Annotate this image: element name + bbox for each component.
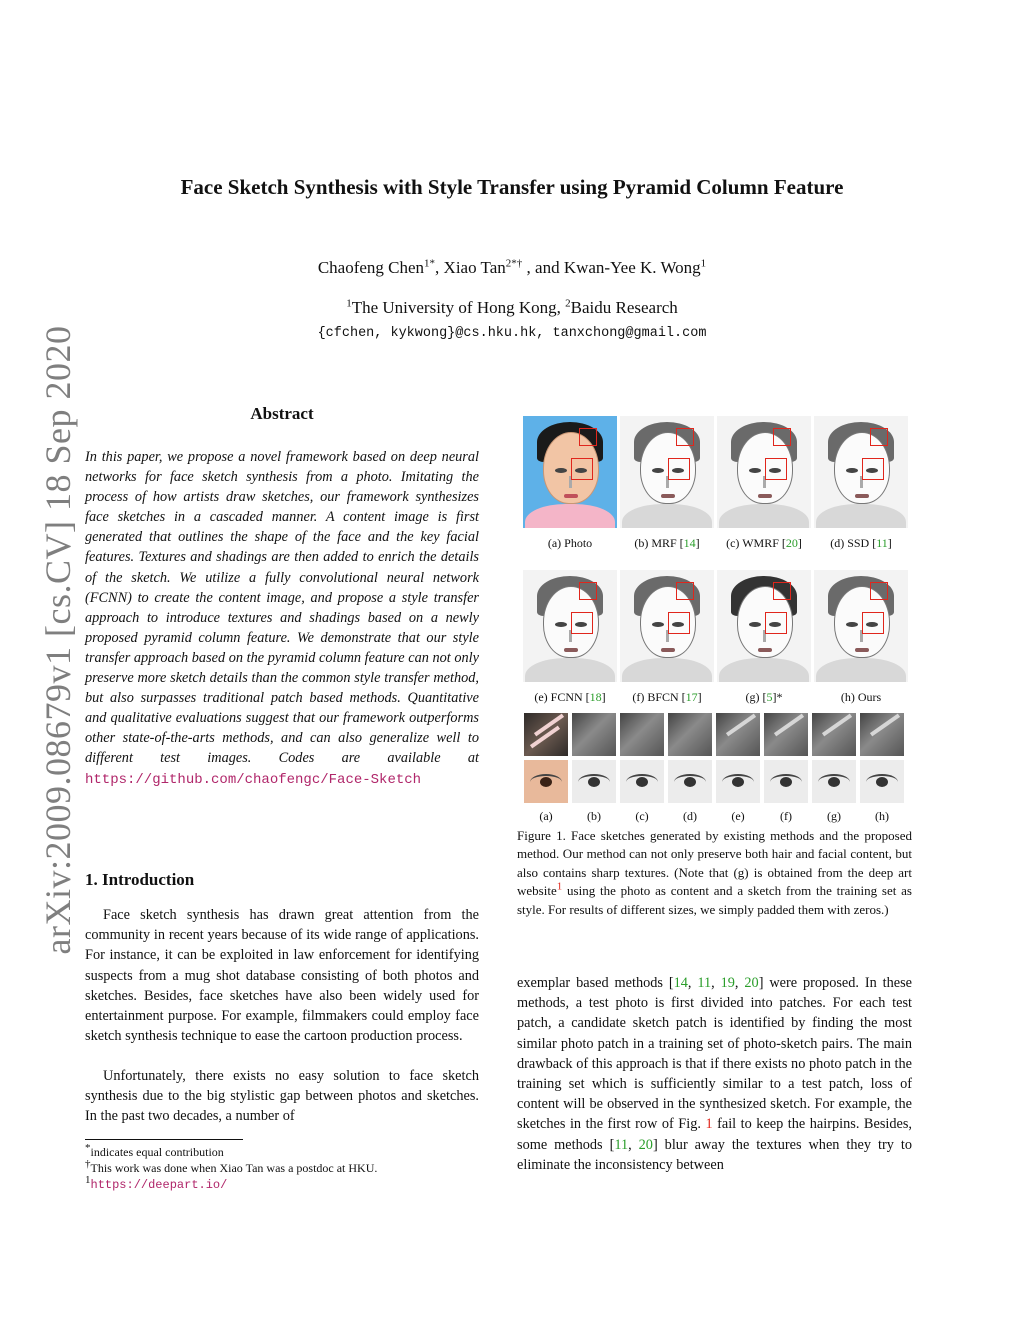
crop-label: (a) (539, 809, 553, 823)
section-heading-introduction: 1. Introduction (85, 870, 195, 889)
figure-reference[interactable]: 1 (705, 1116, 713, 1133)
subfig-caption: (d) SSD [11] (830, 536, 892, 550)
author-name: Xiao Tan (443, 258, 506, 277)
subfig-caption: (g) [5]* (745, 690, 783, 704)
affiliation: Baidu Research (570, 298, 678, 317)
affiliation: The University of Hong Kong, (351, 298, 566, 317)
subfig-caption: (e) FCNN [18] (534, 690, 606, 704)
arxiv-sidebar-id: arXiv:2009.08679v1 [cs.CV] 18 Sep 2020 (38, 325, 78, 955)
author-list (0, 258, 1024, 278)
author-affil-mark: 1* (424, 257, 436, 270)
eye-crop-h (860, 760, 904, 803)
eye-crop-e (716, 760, 760, 803)
sketch-image-fcnn (523, 570, 617, 682)
affil-mark: 2 (565, 297, 571, 310)
sketch-image-mrf (620, 416, 714, 528)
affil-mark: 1 (346, 297, 352, 310)
intro-paragraph: Unfortunately, there exists no easy solution to face sketch synthesis due to the big stylistic gap between photos and sketches. In the past two decades, a number of (85, 1068, 479, 1125)
sketch-image-deepart (717, 570, 811, 682)
sketch-image-ours (814, 570, 908, 682)
footnote-rule (85, 1139, 243, 1140)
subfig-caption: (f) BFCN [17] (632, 690, 702, 704)
author-emails: {cfchen, kykwong}@cs.hku.hk, tanxchong@gmail.com (317, 326, 707, 341)
eye-crop-f (764, 760, 808, 803)
abstract-body (85, 447, 479, 790)
crop-label: (e) (731, 809, 745, 823)
crop-label: (g) (827, 809, 841, 823)
eye-crop-a (524, 760, 568, 803)
hair-crop-h (860, 713, 904, 756)
code-link[interactable]: https://github.com/chaofengc/Face-Sketch (85, 771, 422, 788)
hair-crop-a (524, 713, 568, 756)
intro-paragraph: Face sketch synthesis has drawn great attention from the community in recent years because of its wide range of applications. For instance, it can be exploited in law enforcement for identifying suspects from a mug shot database consisting of both photos and sketches. Besides, face sketches have also been widely used for entertainment purpose. For example, filmmakers could employ face sketch synthesis technique to ease the cartoon production process. (85, 907, 479, 1045)
subfig-caption: (b) MRF [14] (634, 536, 700, 550)
author-separator: , (435, 258, 444, 277)
footnote-equal-contribution: *indicates equal contribution (85, 1142, 224, 1159)
eye-crop-c (620, 760, 664, 803)
hair-crop-g (812, 713, 856, 756)
subfig-caption: (h) Ours (840, 690, 882, 704)
footnote-postdoc: †This work was done when Xiao Tan was a postdoc at HKU. (85, 1158, 378, 1175)
affiliations (0, 298, 1024, 318)
deepart-link[interactable]: https://deepart.io/ (90, 1178, 228, 1192)
sketch-image-wmrf (717, 416, 811, 528)
body-paragraph: exemplar based methods [14, 11, 19, 20] were proposed. In these methods, a test photo is first divided into patches. For each test patch, a candidate sketch patch is identified by finding the most similar photo patch in a training set of photo-sketch pairs. The main drawback of this approach is that if there exists no photo patch in the training set which is sufficiently similar to a test patch, loss of content will be observed in the synthesized sketch. For example, the sketches in the first row of Fig. 1 fail to keep the hairpins. Besides, some methods [11, 20] blur away the textures when they try to eliminate the inconsistency between (517, 975, 913, 1173)
subfig-caption: (a) Photo (547, 536, 593, 550)
hair-crop-f (764, 713, 808, 756)
eye-crop-b (572, 760, 616, 803)
hair-crop-c (620, 713, 664, 756)
eye-crop-d (668, 760, 712, 803)
figure-caption: Figure 1. Face sketches generated by existing methods and the proposed method. Our method can not only preserve both hair and facial content, but also contains sharp textures. (Note that (g) is obtained from the deep art website$^1$ using the photo as content and a sketch from the training set as style. For results of different sizes, we simply padded them with zeros.) (517, 828, 912, 917)
author-separator: , and (522, 258, 564, 277)
crop-label: (b) (587, 809, 601, 823)
hair-crop-b (572, 713, 616, 756)
hair-crop-d (668, 713, 712, 756)
sketch-image-ssd (814, 416, 908, 528)
hair-crop-e (716, 713, 760, 756)
crop-label: (d) (683, 809, 697, 823)
author-name: Chaofeng Chen (317, 258, 425, 277)
abstract-heading: Abstract (250, 404, 314, 423)
photo-image (523, 416, 617, 528)
author-affil-mark: 1 (700, 257, 707, 270)
eye-crop-g (812, 760, 856, 803)
crop-label: (f) (780, 809, 792, 823)
crop-label: (h) (875, 809, 889, 823)
crop-label: (c) (635, 809, 649, 823)
author-name: Kwan-Yee K. Wong (563, 258, 701, 277)
footnote-url: $^1$https://deepart.io/ (85, 1174, 228, 1192)
paper-title: Face Sketch Synthesis with Style Transfer using Pyramid Column Feature (180, 175, 844, 199)
sketch-image-bfcn (620, 570, 714, 682)
abstract-text: In this paper, we propose a novel framework based on deep neural networks for face sketch synthesis from a photo. Imitating the process of how artists draw sketches, our framework synthesizes face sketches in a cascaded manner. A content image is first generated that outlines the shape of the face and the key facial features. Textures and shadings are then added to enrich the details of the sketch. We utilize a fully convolutional neural network (FCNN) to create the content image, and propose a style transfer approach to introduce textures and shadings based on a newly proposed pyramid column feature. We demonstrate that our style transfer approach based on the pyramid column feature can not only preserve more sketch details than the common style transfer method, but also surpasses traditional patch based methods. Quantitative and qualitative evaluations suggest that our framework outperforms other state-of-the-arts methods, and can also generalize well to different test images. Codes are available at (85, 449, 479, 767)
author-affil-mark: 2*† (505, 257, 523, 270)
subfig-caption: (c) WMRF [20] (726, 536, 802, 550)
footnotes (85, 1144, 377, 1193)
